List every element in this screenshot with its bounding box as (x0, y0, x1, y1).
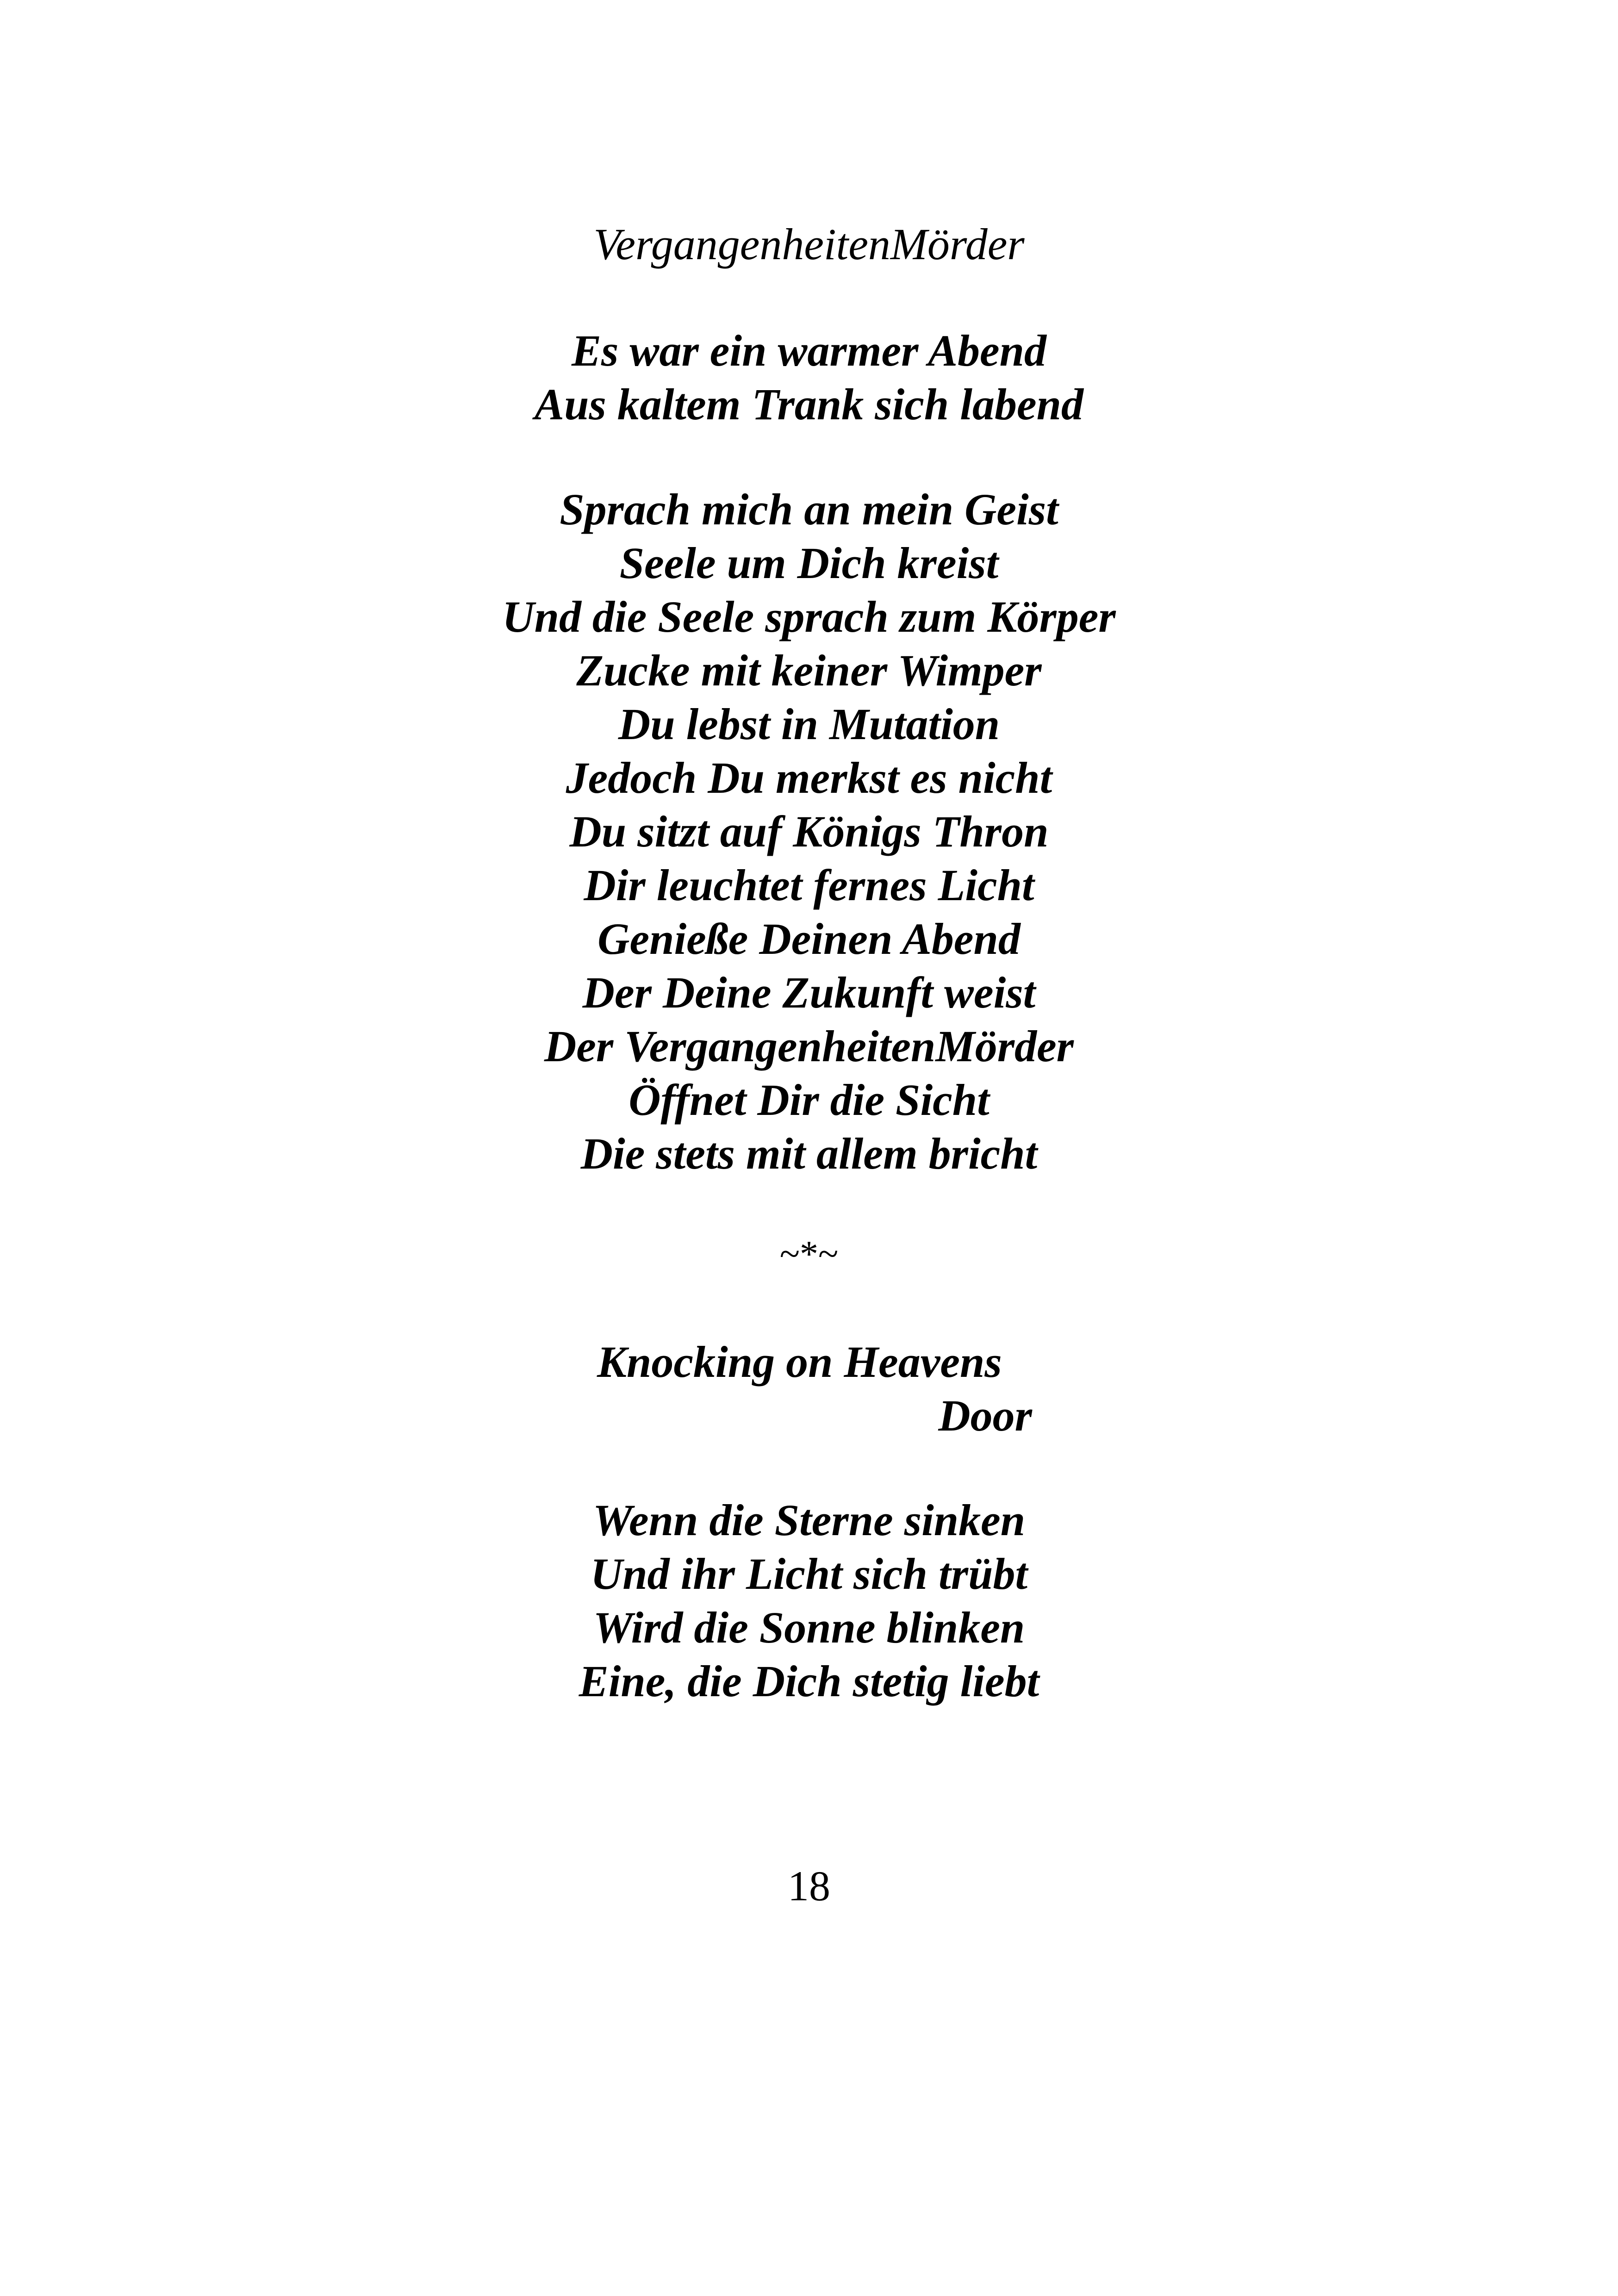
verse-line: Es war ein warmer Abend (572, 326, 1046, 375)
verse-line: Wird die Sonne blinken (593, 1603, 1025, 1652)
poem1-stanza-1 (0, 324, 1618, 431)
verse-line: Eine, die Dich stetig liebt (579, 1656, 1039, 1706)
verse-line: Aus kaltem Trank sich labend (535, 380, 1083, 429)
verse-line: Zucke mit keiner Wimper (576, 646, 1042, 695)
verse-line: Sprach mich an mein Geist (560, 485, 1058, 534)
verse-line: Du lebst in Mutation (618, 699, 1000, 749)
verse-line: Du sitzt auf Königs Thron (569, 807, 1049, 856)
verse-line: Und die Seele sprach zum Körper (502, 592, 1116, 641)
page-number: 18 (788, 1862, 830, 1910)
verse-line: Öffnet Dir die Sicht (629, 1075, 989, 1125)
poem-title-vergangenheitenmoerder: VergangenheitenMörder (593, 219, 1025, 269)
verse-line: Wenn die Sterne sinken (592, 1495, 1026, 1545)
poem-title-line-2: Door (938, 1391, 1032, 1440)
poem2-stanza-1 (0, 1493, 1618, 1708)
verse-line: Jedoch Du merkst es nicht (566, 753, 1052, 803)
verse-line: Und ihr Licht sich trübt (590, 1549, 1028, 1599)
section-separator: ~*~ (779, 1234, 839, 1275)
poem-title-knocking-on-heavens-door (597, 1335, 1032, 1443)
verse-line: Der Deine Zukunft weist (582, 968, 1036, 1017)
poem1-stanza-2 (0, 483, 1618, 1181)
verse-line: Seele um Dich kreist (619, 538, 999, 588)
verse-line: Dir leuchtet fernes Licht (584, 860, 1034, 910)
verse-line: Die stets mit allem bricht (580, 1129, 1038, 1178)
poem-title-line-1: Knocking on Heavens (597, 1337, 1002, 1387)
verse-line: Genieße Deinen Abend (597, 914, 1021, 964)
verse-line: Der VergangenheitenMörder (544, 1021, 1074, 1071)
